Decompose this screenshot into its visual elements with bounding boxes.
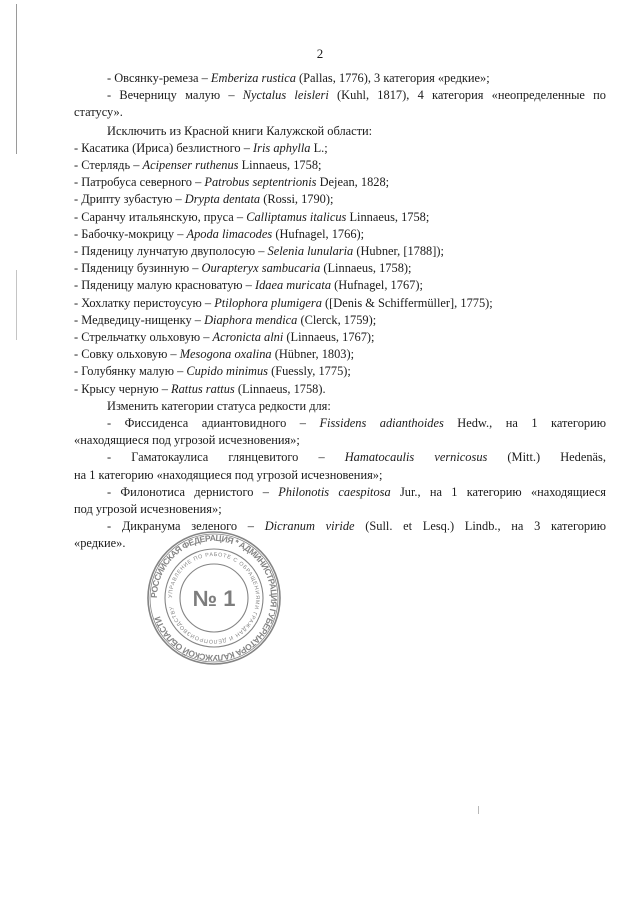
text-line: под угрозой исчезновения»; <box>74 502 222 517</box>
list-item: - Филонотиса дернистого – Philonotis caespitosa Jur., на 1 категорию «находящиеся <box>107 484 607 499</box>
list-item: - Касатика (Ириса) безлистного – Iris aphylla L.; <box>74 140 328 155</box>
list-item: - Стрельчатку ольховую – Acronicta alni (Linnaeus, 1767); <box>74 330 375 345</box>
text-line: - Овсянку-ремеза – Emberiza rustica (Pallas, 1776), 3 категория «редкие»; <box>107 71 490 85</box>
list-item: - Бабочку-мокрицу – Apoda limacodes (Hufnagel, 1766); <box>74 226 365 241</box>
scan-margin-line <box>16 4 17 154</box>
text-line: статусу». <box>74 105 123 120</box>
list-item: - Хохлатку перистоусую – Ptilophora plumigera ([Denis & Schiffermüller], 1775); <box>74 295 493 310</box>
official-stamp <box>146 530 282 666</box>
text-line: «редкие». <box>74 536 126 551</box>
text-line: «находящиеся под угрозой исчезновения»; <box>74 433 300 448</box>
section-heading: Изменить категории статуса редкости для: <box>107 398 331 413</box>
stamp-number: № 1 <box>192 586 236 611</box>
stamp-inner-ring-text: УПРАВЛЕНИЕ ПО РАБОТЕ С ОБРАЩЕНИЯМИ ГРАЖДАН И ДЕЛОПРОИЗВОДСТВУ <box>167 551 261 645</box>
list-item: - Дрипту зубастую – Drypta dentata (Rossi, 1790); <box>74 192 334 207</box>
list-item: - Медведицу-нищенку – Diaphora mendica (Clerck, 1759); <box>74 312 377 327</box>
scan-margin-line <box>16 270 17 340</box>
list-item: - Дикранума зеленого – Dicranum viride (Sull. et Lesq.) Lindb., на 3 категорию <box>107 519 606 534</box>
list-item: - Пяденицу малую красноватую – Idaea muricata (Hufnagel, 1767); <box>74 278 423 293</box>
list-item: - Крысу черную – Rattus rattus (Linnaeus, 1758). <box>74 381 326 396</box>
list-item: - Пяденицу лунчатую двуполосую – Selenia lunularia (Hubner, [1788]); <box>74 244 444 259</box>
list-item: - Патробуса северного – Patrobus septentrionis Dejean, 1828; <box>74 175 390 190</box>
scan-artifact <box>478 806 479 814</box>
list-item: - Гаматокаулиса глянцевитого – Hamatocaulis vernicosus (Mitt.) Hedenäs, <box>107 450 606 465</box>
list-item: - Совку ольховую – Mesogona oxalina (Hübner, 1803); <box>74 347 355 362</box>
page-number: 2 <box>316 46 324 61</box>
stamp-seal <box>146 530 282 666</box>
list-item: - Стерлядь – Acipenser ruthenus Linnaeus, 1758; <box>74 158 322 173</box>
stamp-outer-ring-text: РОССИЙСКАЯ ФЕДЕРАЦИЯ * АДМИНИСТРАЦИЯ ГУБЕРНАТОРА КАЛУЖСКОЙ ОБЛАСТИ <box>148 532 280 664</box>
document-body <box>74 70 606 553</box>
list-item: - Голубянку малую – Cupido minimus (Fuessly, 1775); <box>74 364 351 379</box>
list-item: - Фиссиденса адиантовидного – Fissidens adianthoides Hedw., на 1 категорию <box>107 416 606 431</box>
text-line: - Вечерницу малую – Nyctalus leisleri (Kuhl, 1817), 4 категория «неопределенные по <box>107 88 607 103</box>
list-item: - Саранчу итальянскую, пруса – Calliptamus italicus Linnaeus, 1758; <box>74 209 430 224</box>
list-item: - Пяденицу бузинную – Ourapteryx sambucaria (Linnaeus, 1758); <box>74 261 412 276</box>
text-line: на 1 категорию «находящиеся под угрозой исчезновения»; <box>74 467 383 482</box>
section-heading: Исключить из Красной книги Калужской области: <box>107 123 373 138</box>
